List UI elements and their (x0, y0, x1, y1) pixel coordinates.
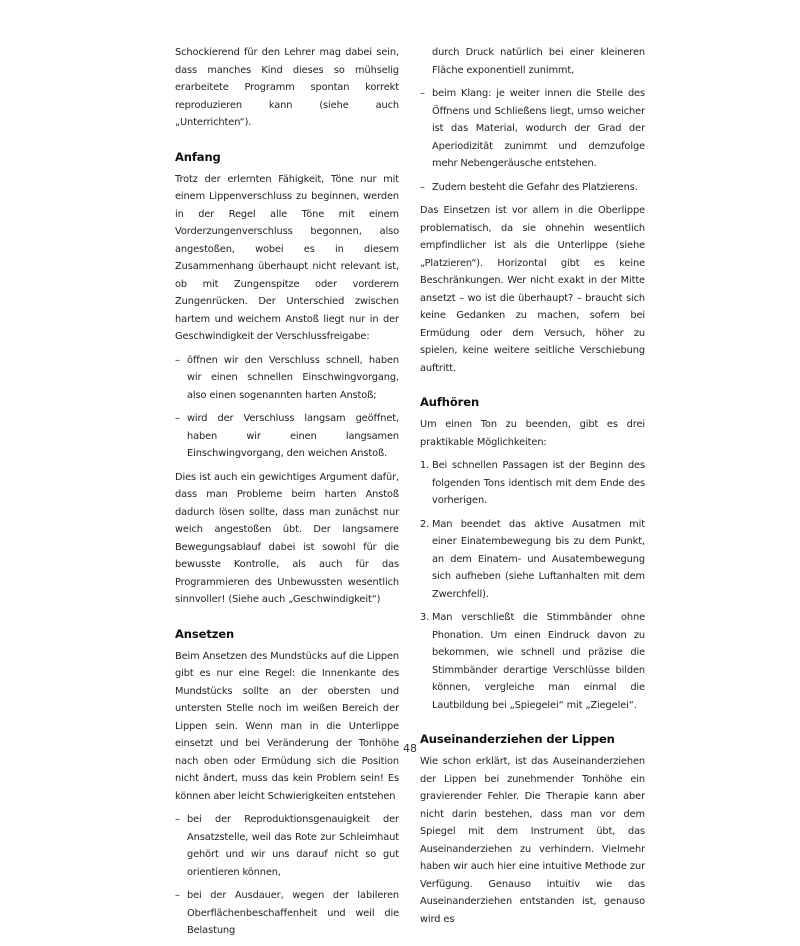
left-column (175, 44, 399, 946)
right-column (420, 44, 645, 934)
list-item: – Zudem besteht die Gefahr des Platzierens. (420, 179, 645, 197)
page-number: 48 (403, 742, 417, 755)
list-item: – beim Klang: je weiter innen die Stelle des Öffnens und Schließens liegt, umso weicher ist das Material, wodurch der Grad der Aperiodizität zunimmt und demzufolge mehr Nebengeräusche entstehen. (420, 85, 645, 173)
einsetzen-paragraph: Das Einsetzen ist vor allem in die Oberlippe problematisch, da sie ohnehin wesentlich empfindlicher ist als die Unterlippe (siehe „Platzieren“). Horizontal gibt es keine Beschränkungen. Wer nicht exakt in der Mitte ansetzt – wo ist die überhaupt? – braucht sich keine Gedanken zu machen, sofern bei Ermüdung oder dem Versuch, höher zu spielen, keine weitere seitliche Verschiebung auftritt. (420, 205, 645, 374)
ansetzen-paragraph: Beim Ansetzen des Mundstücks auf die Lippen gibt es nur eine Regel: die Innenkante des Mundstücks sollte an der obersten und untersten Stelle noch im weißen Bereich der Lippen sein. Wenn man in die Unterlippe einsetzt und bei Veränderung der Tonhöhe nach oben oder Ermüdung sich die Position nicht ändert, muss das kein Problem sein! Es können aber leicht Schwierigkeiten entstehen (175, 650, 399, 802)
list-item (420, 609, 645, 714)
anfang-paragraph-1: Trotz der erlernten Fähigkeit, Töne nur mit einem Lippenverschluss zu beginnen, werden in der Regel alle Töne mit einem Vorderzungenverschluss begonnen, also angestoßen, wobei es in diesem Zusammenhang überhaupt nicht relevant ist, ob mit Zungenspitze oder vorderem Zungenrücken. Der Unterschied zwischen hartem und weichem Anstoß liegt nur in der Geschwindigkeit der Verschlussfreigabe: (175, 173, 399, 342)
list-text: Man verschließt die Stimmbänder ohne Phonation. Um einen Eindruck davon zu bekommen, wie schnell und präzise die Stimmbänder derartige Verschlüsse bilden können, vergleiche man einmal die Lautbildung bei „Spiegelei“ mit „Ziegelei“. (432, 612, 645, 711)
list-item: – bei der Ausdauer, wegen der labileren Oberflächenbeschaffenheit und weil die Belastung (175, 887, 399, 940)
list-text: Man beendet das aktive Ausatmen mit einer Einatembewegung bis zu dem Punkt, an dem Einatem- und Ausatembewegung sich aufheben (siehe Luftanhalten mit dem Zwerchfell). (432, 518, 645, 600)
ansetzen-list-continued (420, 85, 645, 196)
heading-ansetzen: Ansetzen (175, 626, 235, 641)
intro-paragraph: Schockierend für den Lehrer mag dabei sein, dass manches Kind dieses so mühselig erarbeitete Programm spontan korrekt reproduzieren kann (siehe auch „Unterrichten“). (175, 47, 399, 128)
heading-auseinanderziehen: Auseinanderziehen der Lippen (420, 732, 615, 746)
list-item: – öffnen wir den Verschluss schnell, haben wir einen schnellen Einschwingvorgang, also einen sogenannten harten Anstoß; (175, 352, 399, 405)
list-number: 2. (420, 518, 430, 530)
list-continuation: durch Druck natürlich bei einer kleineren Fläche exponentiell zunimmt, (432, 47, 645, 76)
list-number: 1. (420, 460, 430, 471)
list-number: 3. (420, 612, 430, 623)
anfang-list (175, 352, 399, 463)
heading-aufhoeren: Aufhören (420, 395, 480, 409)
aufhoeren-intro: Um einen Ton zu beenden, gibt es drei praktikable Möglichkeiten: (420, 419, 645, 448)
aufhoeren-list (420, 457, 645, 714)
list-item (420, 457, 645, 510)
list-item (420, 516, 645, 604)
auseinanderziehen-paragraph: Wie schon erklärt, ist das Auseinanderziehen der Lippen bei zunehmender Tonhöhe ein gravierender Fehler. Die Therapie kann aber nicht darin bestehen, dass man vor dem Spiegel mit dem Instrument übt, das Auseinanderziehen zu verhindern. Vielmehr haben wir auch hier eine intuitive Methode zur Verfügung. Genauso intuitiv wie das Auseinanderziehen entstanden ist, genauso wird es (420, 756, 645, 925)
list-item: – wird der Verschluss langsam geöffnet, haben wir einen langsamen Einschwingvorgang, den weichen Anstoß. (175, 410, 399, 463)
ansetzen-list (175, 811, 399, 940)
list-item: – bei der Reproduktionsgenauigkeit der Ansatzstelle, weil das Rote zur Schleimhaut gehört und wir uns darauf nicht so gut orientieren können, (175, 811, 399, 881)
heading-anfang: Anfang (175, 149, 221, 164)
list-text: Bei schnellen Passagen ist der Beginn des folgenden Tons identisch mit dem Ende des vorherigen. (432, 460, 645, 506)
anfang-paragraph-2: Dies ist auch ein gewichtiges Argument dafür, dass man Probleme beim harten Anstoß dadurch lösen sollte, dass man zunächst nur weich angestoßen übt. Der langsamere Bewegungsablauf dabei ist sowohl für die bewusste Kontrolle, als auch für das Programmieren des Unbewussten wesentlich sinnvoller! (Siehe auch „Geschwindigkeit“) (175, 471, 399, 605)
